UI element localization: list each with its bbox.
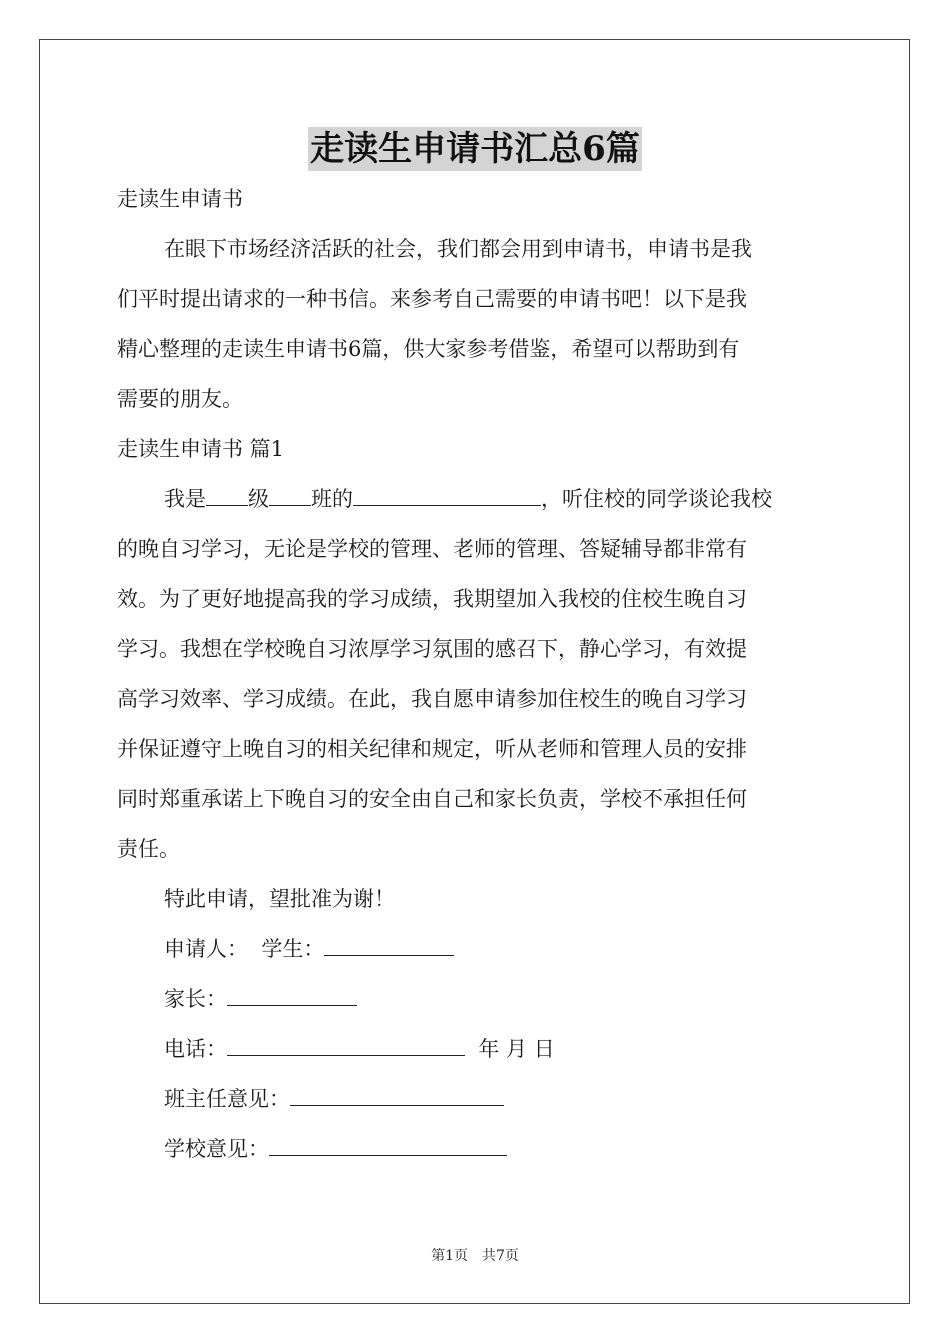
title-container bbox=[0, 127, 950, 171]
intro-line: 在眼下市场经济活跃的社会，我们都会用到申请书，申请书是我 bbox=[164, 237, 752, 261]
body-text: 级 bbox=[248, 487, 269, 511]
body-text: ，听住校的同学谈论我校 bbox=[541, 487, 772, 511]
closing-line: 特此申请，望批准为谢！ bbox=[164, 887, 395, 911]
student-blank bbox=[324, 937, 454, 956]
grade-blank bbox=[206, 487, 248, 506]
document-heading: 走读生申请书 bbox=[117, 187, 243, 211]
body-line: 责任。 bbox=[117, 837, 180, 861]
page-number: 第1页 共7页 bbox=[431, 1248, 519, 1264]
teacher-opinion-label: 班主任意见： bbox=[164, 1087, 290, 1111]
body-line: 并保证遵守上晚自习的相关纪律和规定，听从老师和管理人员的安排 bbox=[117, 737, 747, 761]
parent-field bbox=[117, 974, 833, 1024]
intro-line: 们平时提出请求的一种书信。来参考自己需要的申请书吧！以下是我 bbox=[117, 287, 747, 311]
body-line: 学习。我想在学校晚自习浓厚学习氛围的感召下，静心学习，有效提 bbox=[117, 637, 747, 661]
applicant-field bbox=[117, 924, 833, 974]
applicant-label: 申请人： bbox=[164, 937, 248, 961]
page-footer bbox=[0, 1245, 950, 1265]
intro-line: 需要的朋友。 bbox=[117, 387, 243, 411]
school-opinion-blank bbox=[269, 1137, 507, 1156]
teacher-opinion-blank bbox=[290, 1087, 504, 1106]
parent-label: 家长： bbox=[164, 987, 227, 1011]
body-text: 我是 bbox=[164, 487, 206, 511]
intro-line: 精心整理的走读生申请书6篇，供大家参考借鉴，希望可以帮助到有 bbox=[117, 337, 740, 361]
school-opinion-label: 学校意见： bbox=[164, 1137, 269, 1161]
body-line: 高学习效率、学习成绩。在此，我自愿申请参加住校生的晚自习学习 bbox=[117, 687, 747, 711]
phone-label: 电话： bbox=[164, 1037, 227, 1061]
body-first-line bbox=[117, 474, 833, 524]
body-line: 效。为了更好地提高我的学习成绩，我期望加入我校的住校生晚自习 bbox=[117, 587, 747, 611]
body-line: 的晚自习学习，无论是学校的管理、老师的管理、答疑辅导都非常有 bbox=[117, 537, 747, 561]
student-label: 学生： bbox=[261, 937, 325, 961]
body-line: 同时郑重承诺上下晚自习的安全由自己和家长负责，学校不承担任何 bbox=[117, 787, 747, 811]
document-title: 走读生申请书汇总6篇 bbox=[310, 129, 640, 169]
school-opinion-field bbox=[117, 1124, 833, 1174]
parent-blank bbox=[227, 987, 357, 1006]
date-label: 年 月 日 bbox=[478, 1037, 555, 1061]
document-body bbox=[117, 174, 833, 1174]
phone-blank bbox=[227, 1037, 465, 1056]
body-text: 班的 bbox=[311, 487, 353, 511]
class-blank bbox=[269, 487, 311, 506]
name-blank bbox=[353, 487, 541, 506]
phone-field bbox=[117, 1024, 833, 1074]
section-heading: 走读生申请书 篇1 bbox=[117, 437, 285, 461]
teacher-opinion-field bbox=[117, 1074, 833, 1124]
